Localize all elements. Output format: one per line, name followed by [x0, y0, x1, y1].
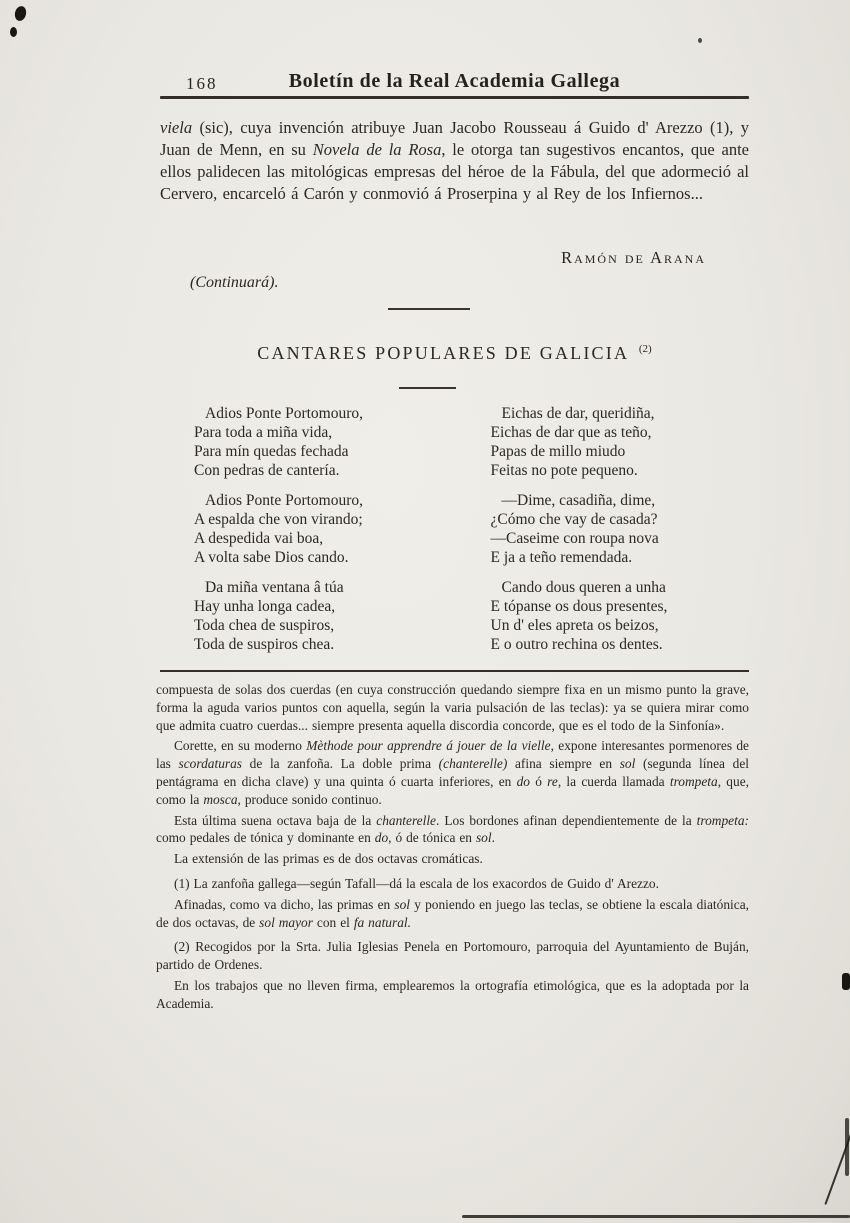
footnote-paragraph — [156, 938, 749, 974]
text-run: afina siempre en — [507, 756, 620, 772]
verse-line: Un d' eles apreta os beizos, — [490, 617, 659, 634]
verse-line: A espalda che von virando; — [194, 511, 363, 528]
footnote-paragraph — [156, 896, 749, 932]
stanza — [194, 578, 455, 654]
text-run: En los trabajos que no lleven firma, emplearemos la ortografía etimológica, que es la adoptada por la Academia. — [156, 977, 749, 1011]
footnote-paragraph — [156, 737, 749, 808]
text-run: (2) Recogidos por la Srta. Julia Iglesias Penela en Portomouro, parroquia del Ayuntamiento de Buján, partido de Ordenes. — [156, 939, 749, 973]
verse-line: Para mín quedas fechada — [194, 443, 349, 460]
text-run: , que, como la — [156, 773, 749, 807]
verse-line: Para toda a miña vida, — [194, 424, 333, 441]
scan-artifact — [13, 5, 27, 22]
italic-text-run: fa natural. — [353, 914, 411, 930]
italic-text-run: viela — [160, 118, 193, 137]
scan-artifact — [698, 38, 702, 43]
verse-line: E o outro rechina os dentes. — [490, 636, 663, 653]
footnote-paragraph — [156, 681, 749, 734]
journal-title: Boletín de la Real Academia Gallega — [288, 70, 621, 92]
text-run: con el — [312, 914, 354, 930]
section-title-footnote-ref: (2) — [638, 343, 652, 355]
italic-text-run: trompeta: — [696, 812, 749, 828]
text-run: (1) La zanfoña gallega—según Tafall—dá la escala de los exacordos de Guido d' Arezzo. — [174, 875, 659, 891]
verse-line: Toda de suspiros chea. — [194, 636, 335, 653]
continuation-note: (Continuará). — [190, 274, 279, 291]
italic-text-run: sol — [619, 756, 636, 772]
stanza — [491, 404, 750, 480]
verse-line: E tópanse os dous presentes, — [490, 598, 668, 615]
footnotes — [156, 681, 749, 1016]
verses — [160, 404, 749, 665]
verse-line: Toda chea de suspiros, — [194, 617, 335, 634]
verse-line: Eichas de dar que as teño, — [490, 424, 652, 441]
stanza — [491, 578, 750, 654]
verse-line: Eichas de dar, queridiña, — [501, 405, 655, 422]
verse-column-right — [455, 404, 750, 665]
text-run: , expone interesantes pormenores de las — [156, 738, 750, 772]
italic-text-run: chanterelle — [376, 812, 437, 828]
italic-text-run: Novela de la Rosa — [312, 140, 442, 159]
verse-line: Papas de millo miudo — [490, 443, 626, 460]
verse-line: Da miña ventana â túa — [205, 579, 344, 596]
section-title-text: CANTARES POPULARES DE GALICIA — [257, 343, 629, 363]
footnote-paragraph — [156, 977, 749, 1013]
italic-text-run: scordaturas — [178, 756, 243, 772]
verse-line: Hay unha longa cadea, — [194, 598, 336, 615]
text-run: ó — [529, 773, 548, 789]
text-run: (segunda línea del pentágrama en dicha clave) y una quinta ó cuarta inferiores, en — [156, 756, 749, 789]
verse-line: Adios Ponte Portomouro, — [205, 492, 364, 509]
italic-text-run: sol — [394, 896, 411, 912]
page-header — [160, 70, 749, 98]
title-divider — [399, 387, 456, 389]
verse-line: Adios Ponte Portomouro, — [205, 405, 364, 422]
footnote-paragraph — [156, 812, 749, 848]
verse-column-left — [160, 404, 455, 665]
scan-artifact — [462, 1215, 850, 1218]
text-run: , le otorga tan sugestivos encantos, que ante ellos palidecen las mitológicas empresas del héroe de la Fábula, del que adormeció al Cervero, encarceló á Carón y conmovió á Proserpina y al Rey de los Infiernos... — [160, 140, 750, 203]
verse-line: —Dime, casadiña, dime, — [501, 492, 656, 509]
text-run: (sic), cuya invención atribuye Juan Jacobo Rousseau á Guido d' Arezzo (1), y Juan de Menn, en su — [160, 118, 749, 159]
page-number: 168 — [186, 74, 218, 93]
author-signature: Ramón de Arana — [561, 248, 706, 267]
verse-line: Feitas no pote pequeno. — [490, 462, 638, 479]
italic-text-run: re — [547, 773, 558, 789]
scan-artifact — [10, 27, 17, 37]
stanza — [194, 491, 455, 567]
italic-text-run: do — [516, 773, 530, 789]
text-run: Corette, en su moderno — [174, 738, 307, 754]
verse-line: A despedida vai boa, — [194, 530, 324, 547]
text-run: , produce sonido continuo. — [237, 791, 382, 807]
text-run: Esta última suena octava baja de la — [174, 812, 377, 828]
text-run: como pedales de tónica y dominante en — [156, 830, 375, 846]
stanza — [194, 404, 455, 480]
text-run: Afinadas, como va dicho, las primas en — [174, 896, 395, 912]
text-run: y poniendo en juego las teclas, se obtiene la escala diatónica, de dos octavas, de — [156, 896, 749, 930]
text-run: . Los bordones afinan dependientemente de la — [436, 812, 697, 828]
verse-line: Cando dous queren a unha — [501, 579, 666, 596]
footnote-paragraph — [156, 850, 749, 868]
verse-line: —Caseime con roupa nova — [490, 530, 659, 547]
text-run: de la zanfoña. La doble prima — [242, 756, 439, 772]
header-rule — [160, 96, 749, 99]
italic-text-run: (chanterelle) — [438, 756, 508, 772]
italic-text-run: sol mayor — [259, 914, 313, 930]
stanza — [491, 491, 750, 567]
verse-line: Con pedras de cantería. — [194, 462, 340, 479]
italic-text-run: sol — [475, 830, 492, 846]
article-paragraph — [160, 117, 749, 205]
text-run: . — [491, 830, 495, 846]
scan-artifact — [842, 973, 850, 990]
text-run: compuesta de solas dos cuerdas (en cuya construcción quedando siempre fixa en un mismo punto la grave, forma la aguda varios puntos con aquella, según la varia pulsación de las teclas): ya se quiera mirar como que admita cuatro cuerdas... siempre presenta aquella discordia concorde, que es el todo de la Sinfonía». — [156, 682, 749, 733]
verse-line: ¿Cómo che vay de casada? — [490, 511, 658, 528]
italic-text-run: mosca — [203, 791, 238, 807]
section-divider — [388, 308, 470, 310]
section-title — [160, 343, 749, 364]
verse-line: E ja a teño remendada. — [490, 549, 633, 566]
text-run: La extensión de las primas es de dos octavas cromáticas. — [174, 851, 483, 867]
italic-text-run: do — [374, 830, 389, 846]
footnote-rule — [160, 670, 749, 672]
footnote-paragraph — [156, 875, 749, 893]
text-run: , la cuerda llamada — [557, 773, 670, 789]
verse-line: A volta sabe Dios cando. — [194, 549, 349, 566]
text-run: , ó de tónica en — [388, 830, 476, 846]
italic-text-run: trompeta — [669, 773, 718, 789]
italic-text-run: Mèthode pour apprendre á jouer de la vielle — [306, 738, 551, 754]
